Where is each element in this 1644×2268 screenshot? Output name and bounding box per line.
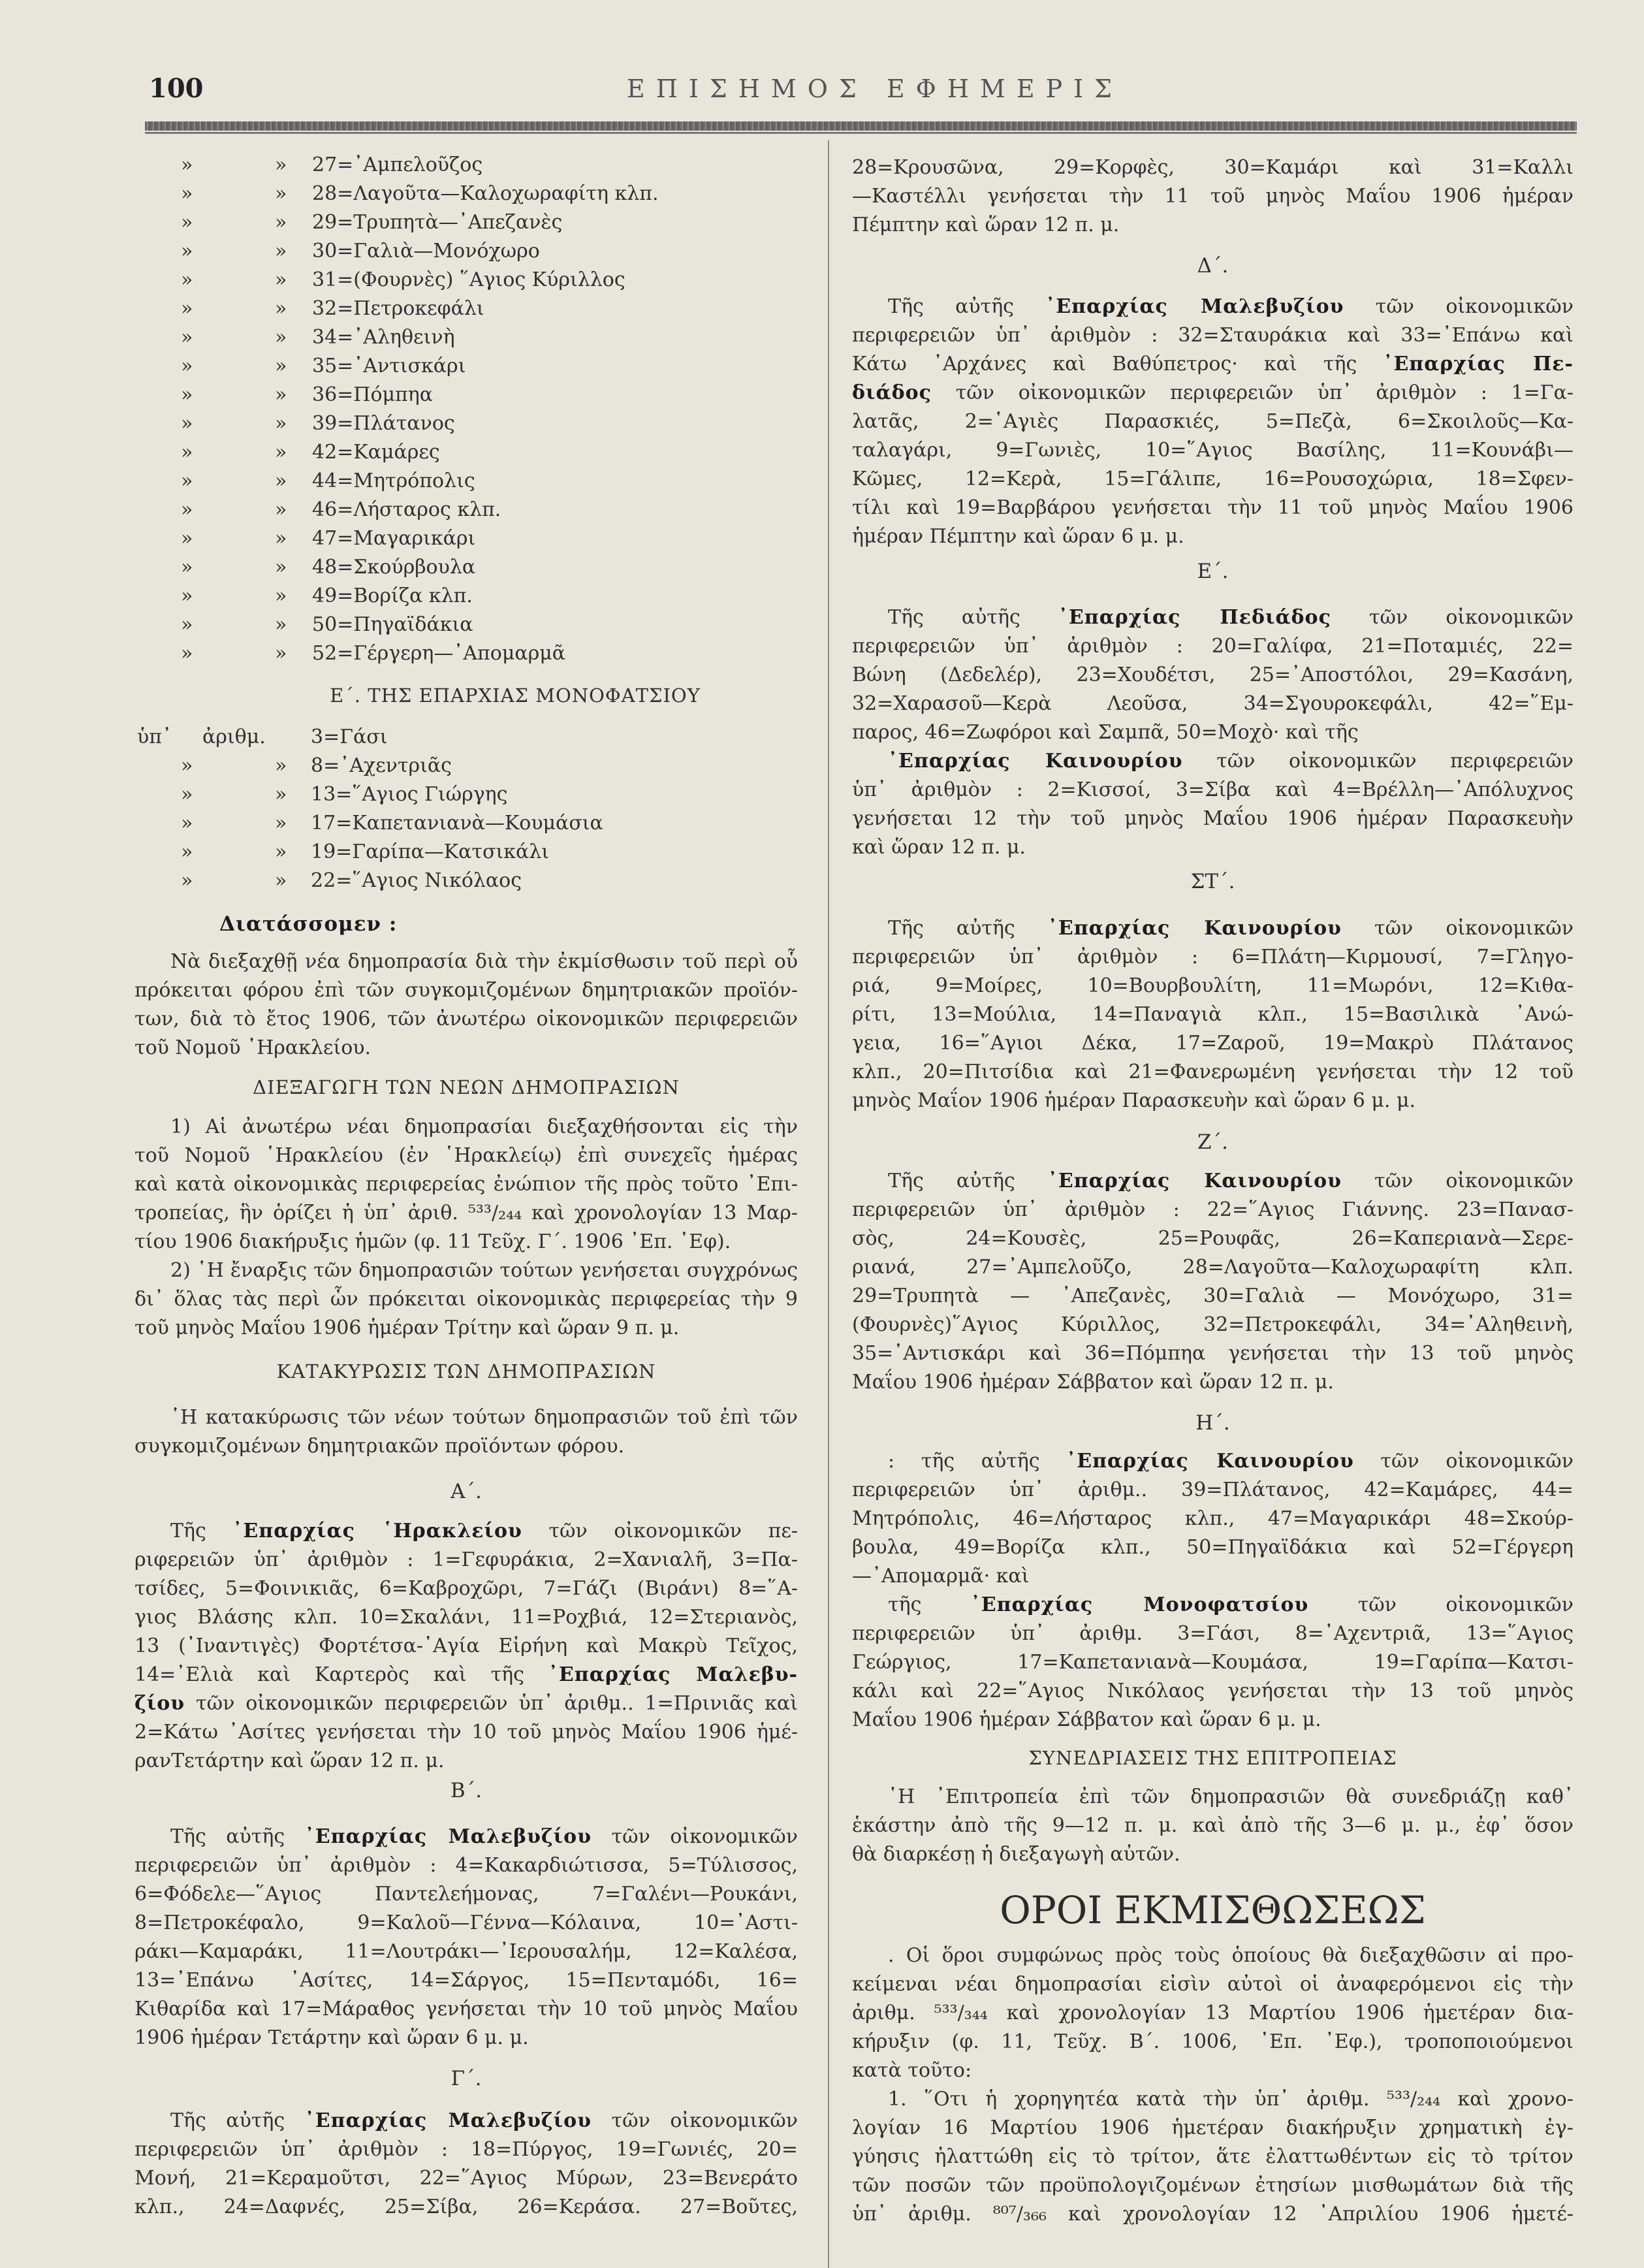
text-line: γεια, 16=῞Αγιοι Δέκα, 17=Ζαροῦ, 19=Μακρὺ Πλάτανος	[852, 1032, 1573, 1055]
text-line: ῾Η κατακύρωσις τῶν νέων τούτων δημοπρασιῶν τοῦ ἐπὶ τῶν	[170, 1406, 798, 1429]
ditto-mark: »	[275, 470, 287, 492]
text-line: γιος Βλάσης κλπ. 10=Σκαλάνι, 11=Ροχβιά, 12=Στεριανὸς,	[134, 1606, 798, 1629]
list-item	[134, 467, 798, 496]
text-line: βουλα, 49=Βορίζα κλπ., 50=Πηγαϊδάκια καὶ 52=Γέργερη	[852, 1536, 1573, 1559]
list-item	[134, 780, 798, 809]
text-line	[852, 603, 1573, 632]
text-segment: Τῆς	[170, 1520, 233, 1542]
district-entry: 35=᾽Αντισκάρι	[312, 355, 466, 377]
text-line: ταλαγάρι, 9=Γωνιὲς, 10=῞Αγιος Βασίλης, 11=Κουνάβι—	[852, 439, 1573, 462]
bold-province-name: ᾽Επαρχίας Καινουρίου	[1047, 1170, 1342, 1192]
ditto-mark: »	[181, 584, 193, 607]
district-entry: 47=Μαγαρικάρι	[312, 527, 476, 550]
text-line: τοῦ Νομοῦ ῾Ηρακλείου (ἐν ῾Ηρακλείῳ) ἐπὶ συνεχεῖς ἡμέρας	[134, 1144, 798, 1167]
list-item	[134, 438, 798, 467]
ditto-mark: »	[275, 383, 287, 406]
text-segment: τῶν οἰκονομικῶν	[1341, 1170, 1573, 1192]
para-block	[134, 948, 798, 1062]
ditto-mark: »	[181, 240, 193, 263]
district-entry: 30=Γαλιὰ—Μονόχωρο	[312, 240, 540, 263]
ditto-mark: »	[275, 783, 287, 806]
section-heading: Ε΄. ΤΗΣ ΕΠΑΡΧΙΑΣ ΜΟΝΟΦΑΤΣΙΟΥ	[330, 684, 701, 707]
text-line	[852, 1167, 1573, 1196]
text-segment: τῶν οἰκονομικῶν	[1353, 1450, 1573, 1473]
list-item	[134, 524, 798, 553]
text-segment: τῶν οἰκονομικῶν πε-	[522, 1520, 798, 1542]
list-item	[134, 752, 798, 780]
ditto-mark: »	[275, 182, 287, 205]
text-line	[852, 747, 1573, 776]
text-line: 28=Κρουσῶνα, 29=Κορφὲς, 30=Καμάρι καὶ 31=Καλλι	[852, 156, 1573, 179]
list-item	[134, 295, 798, 323]
para-block	[852, 153, 1573, 240]
district-entry: 29=Τρυπητὰ—᾽Απεζανὲς	[312, 211, 563, 234]
text-line: συγκομιζομένων δημητριακῶν προϊόντων φόρου.	[134, 1435, 625, 1458]
list-item	[134, 611, 798, 639]
subheading: Διατάσσομεν :	[219, 912, 398, 936]
text-line: Μονή, 21=Κεραμοῦτσι, 22=῞Αγιος Μύρων, 23=Βενεράτο	[134, 2167, 798, 2190]
bold-province-name: ᾽Επαρχίας Καινουρίου	[1047, 917, 1342, 940]
header-rule-thin	[145, 132, 1577, 134]
district-entry: 42=Καμάρες	[312, 441, 440, 464]
text-line: ὑπ᾽ ἀριθμ. ⁸⁰⁷/₃₆₆ καὶ χρονολογίαν 12 ᾽Απριλίου 1906 ἡμετέ-	[852, 2203, 1573, 2226]
district-entry: 32=Πετροκεφάλι	[312, 297, 484, 320]
bold-province-name: ᾽Επαρχίας Μαλεβυ-	[548, 1663, 798, 1686]
ditto-mark: »	[181, 840, 193, 863]
text-segment: τῶν οἰκονομικῶν	[592, 1825, 798, 1848]
district-entry: 44=Μητρόπολις	[312, 470, 475, 492]
text-line: κατὰ τοῦτο:	[852, 2059, 972, 2082]
text-line	[852, 293, 1573, 321]
text-line: 1. ῞Οτι ἡ χορηγητέα κατὰ τὴν ὑπ᾽ ἀριθμ. ⁵³³/₂₄₄ καὶ χρονο-	[888, 2088, 1573, 2111]
district-entry: 28=Λαγοῦτα—Καλοχωραφίτη κλπ.	[312, 182, 659, 205]
ditto-mark: »	[275, 613, 287, 636]
text-line: δι᾽ ὅλας τὰς περὶ ὧν πρόκειται οἰκονομικὰς περιφερείας τὴν 9	[134, 1288, 798, 1311]
page-number: 100	[149, 73, 204, 104]
ditto-mark: »	[275, 326, 287, 349]
text-line: καὶ κατὰ οἰκονομικὰς περιφερείας ἐνώπιον τῆς πρὸς τοῦτο ᾽Επι-	[134, 1173, 798, 1196]
text-line: ἀριθμ. ⁵³³/₃₄₄ καὶ χρονολογίαν 13 Μαρτίου 1906 ἡμετέραν δια-	[852, 2002, 1573, 2024]
text-line: 8=Πετροκέφαλο, 9=Καλοῦ—Γέννα—Κόλαινα, 10=᾽Αστι-	[134, 1911, 798, 1934]
para-block	[852, 747, 1573, 862]
ditto-mark: »	[275, 812, 287, 835]
bold-province-name: ᾽Επαρχίας Καινουρίου	[888, 750, 1183, 773]
para-block	[852, 1783, 1573, 1869]
text-segment: Τῆς αὐτῆς	[170, 2109, 305, 2132]
ditto-mark: »	[181, 812, 193, 835]
para-block	[852, 2085, 1573, 2229]
section-letter: Α΄.	[451, 1480, 482, 1503]
text-line: —᾽Απομαρμᾶ· καὶ	[852, 1565, 1030, 1588]
para-block	[134, 1113, 798, 1256]
text-line	[852, 1447, 1573, 1476]
bold-province-name: ᾽Επαρχίας Πε-	[1383, 353, 1573, 375]
text-line: Νὰ διεξαχθῇ νέα δημοπρασία διὰ τὴν ἐκμίσθωσιν τοῦ περὶ οὗ	[170, 950, 798, 973]
ditto-mark: »	[275, 556, 287, 579]
district-entry: 49=Βορίζα κλπ.	[312, 584, 473, 607]
text-line: περιφερειῶν ὑπ᾽ ἀριθμὸν : 4=Κακαρδιώτισσα, 5=Τύλισσος,	[134, 1854, 798, 1877]
ditto-mark: »	[181, 153, 193, 176]
text-line	[134, 2107, 798, 2135]
section-heading: ΣΥΝΕΔΡΙΑΣΕΙΣ ΤΗΣ ΕΠΙΤΡΟΠΕΙΑΣ	[1028, 1747, 1397, 1769]
text-line: περιφερειῶν ὑπ᾽ ἀριθμ. 3=Γάσι, 8=᾽Αχεντριᾶ, 13=῞Αγιος	[852, 1622, 1573, 1645]
text-line: περιφερειῶν ὑπ᾽ ἀριθμὸν : 32=Σταυράκια καὶ 33=᾽Επάνω καὶ	[852, 324, 1573, 347]
text-line: 1906 ἡμέραν Τετάρτην καὶ ὥραν 6 μ. μ.	[134, 2026, 529, 2049]
para-block	[852, 1167, 1573, 1397]
text-segment: τῶν οἰκονομικῶν περιφερειῶν ὑπ᾽ ἀριθμ.. 1=Πρινιᾶς καὶ	[185, 1692, 798, 1715]
list-item	[134, 553, 798, 582]
section-letter: Ζ΄.	[1197, 1130, 1228, 1154]
text-segment: Τῆς αὐτῆς	[888, 1170, 1048, 1192]
district-entry: 52=Γέργερη—᾽Απομαρμᾶ	[312, 642, 565, 665]
list-item	[134, 151, 798, 180]
bold-province-name: ᾽Επαρχίας Πεδιάδος	[1058, 606, 1331, 629]
text-line: σὸς, 24=Κουσὲς, 25=Ρουφᾶς, 26=Καπεριανὰ—Σερε-	[852, 1227, 1573, 1250]
text-line: μηνὸς Μαΐον 1906 ἡμέραν Παρασκευὴν καὶ ὥραν 6 μ. μ.	[852, 1089, 1415, 1112]
text-line: τίου 1906 διακήρυξις ἡμῶν (φ. 11 Τεῦχ. Γ΄. 1906 ᾽Επ. ᾽Εφ).	[134, 1230, 731, 1253]
ditto-mark: »	[181, 297, 193, 320]
text-line	[134, 1823, 798, 1851]
ditto-mark: »	[181, 783, 193, 806]
text-line: καὶ ὥραν 12 π. μ.	[852, 836, 1026, 859]
district-entry: 22=῞Αγιος Νικόλαος	[311, 869, 522, 892]
text-line: ριά, 9=Μοίρες, 10=Βουρβουλίτη, 11=Μωρόνι, 12=Κιθα-	[852, 974, 1573, 997]
ditto-mark: »	[275, 869, 287, 892]
text-segment: τῶν οἰκονομικῶν περιφερειῶν ὑπ᾽ ἀριθμὸν : 1=Γα-	[931, 381, 1573, 404]
section-heading: ΟΡΟΙ ΕΚΜΙΣΘΩΣΕΩΣ	[1000, 1888, 1426, 1932]
ditto-mark: »	[275, 642, 287, 665]
ditto-mark: »	[181, 498, 193, 521]
ditto-mark: »	[181, 383, 193, 406]
text-line: 2) ῾Η ἔναρξις τῶν δημοπρασιῶν τούτων γενήσεται συγχρόνως	[170, 1259, 798, 1282]
text-line: (Φουρνὲς)῞Αγιος Κύριλλος, 32=Πετροκεφάλι, 34=᾽Αληθεινὴ,	[852, 1313, 1573, 1336]
ditto-mark: »	[181, 441, 193, 464]
bold-province-name: ᾽Επαρχίας Μαλεβυζίου	[1045, 295, 1344, 318]
text-line: 6=Φόδελε—῞Αγιος Παντελεήμονας, 7=Γαλένι—Ρουκάνι,	[134, 1883, 798, 1906]
text-line: τροπείας, ἣν ὁρίζει ἡ ὑπ᾽ ἀριθ. ⁵³³/₂₄₄ καὶ χρονολογίαν 13 Μαρ-	[134, 1202, 798, 1224]
ditto-mark: »	[275, 441, 287, 464]
text-segment: τῶν οἰκονομικῶν	[1308, 1593, 1573, 1616]
list-item	[134, 639, 798, 668]
text-line: Κιθαρίδα καὶ 17=Μάραθος γενήσεται τὴν 10 τοῦ μηνὸς Μαΐου	[134, 1998, 798, 2020]
text-segment: Κάτω ᾽Αρχάνες καὶ Βαθύπετρος· καὶ τῆς	[852, 353, 1383, 375]
text-line: 35=᾽Αντισκάρι καὶ 36=Πόμπηα γενήσεται τὴν 13 τοῦ μηνὸς	[852, 1342, 1573, 1365]
text-line: 29=Τρυπητὰ — ᾽Απεζανὲς, 30=Γαλιὰ — Μονόχωρο, 31=	[852, 1285, 1573, 1307]
ditto-mark: »	[181, 642, 193, 665]
text-line: 13=᾽Επάνω ᾽Ασίτες, 14=Σάργος, 15=Πενταμόδι, 16=	[134, 1969, 798, 1992]
list-item	[134, 582, 798, 611]
section-letter: Β΄.	[450, 1779, 482, 1802]
list-item	[134, 381, 798, 409]
district-entry: 36=Πόμπηα	[312, 383, 433, 406]
list-item	[134, 723, 798, 752]
section-letter: Ε΄.	[1197, 560, 1229, 583]
bold-province-name: ᾽Επαρχίας ῾Ηρακλείου	[232, 1520, 522, 1542]
text-line: περιφερειῶν ὑπ᾽ ἀριθμ.. 39=Πλάτανος, 42=Καμάρες, 44=	[852, 1478, 1573, 1501]
ditto-mark: »	[275, 153, 287, 176]
text-line: Πέμπτην καὶ ὥραν 12 π. μ.	[852, 214, 1120, 236]
text-line: τοῦ μηνὸς Μαΐου 1906 ἡμέραν Τρίτην καὶ ὥραν 9 π. μ.	[134, 1317, 680, 1339]
ditto-mark: »	[275, 355, 287, 377]
list-item	[134, 409, 798, 438]
text-line: κάλι καὶ 22=῞Αγιος Νικόλαος γενήσεται τὴν 13 τοῦ μηνὸς	[852, 1680, 1573, 1702]
text-segment: τῶν οἰκονομικῶν	[592, 2109, 798, 2132]
text-segment: τῶν οἰκονομικῶν	[1341, 917, 1573, 940]
ditto-mark: »	[181, 412, 193, 435]
text-segment: τῆς	[888, 1593, 971, 1616]
text-line: ρίτι, 13=Μούλια, 14=Παναγιὰ κλπ., 15=Βασιλικὰ ᾽Ανώ-	[852, 1003, 1573, 1026]
district-entry: 8=᾽Αχεντριᾶς	[311, 754, 452, 777]
district-entry: 39=Πλάτανος	[312, 412, 455, 435]
text-line: Μαΐου 1906 ἡμέραν Σάββατον καὶ ὥραν 12 π. μ.	[852, 1371, 1334, 1394]
ditto-mark: »	[181, 326, 193, 349]
ditto-mark: »	[275, 268, 287, 291]
text-line: των, διὰ τὸ ἔτος 1906, τῶν ἀνωτέρω οἰκονομικῶν περιφερειῶν	[134, 1008, 798, 1030]
text-line: πρόκειται φόρου ἐπὶ τῶν συγκομιζομένων δημητριακῶν προϊόν-	[134, 979, 798, 1002]
para-block	[134, 2107, 798, 2222]
district-entry: 27=᾽Αμπελοῦζος	[312, 153, 483, 176]
ditto-mark: »	[181, 556, 193, 579]
section-heading: ΔΙΕΞΑΓΩΓΗ ΤΩΝ ΝΕΩΝ ΔΗΜΟΠΡΑΣΙΩΝ	[253, 1076, 680, 1098]
list-item	[134, 237, 798, 266]
list-item	[134, 266, 798, 295]
district-entry: 13=῞Αγιος Γιώργης	[311, 783, 508, 806]
list-item	[134, 208, 798, 237]
text-line: Βώνη (Δεδελέρ), 23=Χουδέτσι, 25=᾽Αποστόλοι, 29=Κασάνη,	[852, 663, 1573, 686]
text-line: τσίδες, 5=Φοινικιᾶς, 6=Καβροχῶρι, 7=Γάζι (Βιράνι) 8=῞Α-	[134, 1577, 798, 1600]
text-line: γενήσεται 12 τὴν τοῦ μηνὸς Μαΐου 1906 ἡμέραν Παρασκευὴν	[852, 807, 1573, 830]
ditto-mark: »	[275, 240, 287, 263]
text-line: παρος, 46=Ζωφόροι καὶ Σαμπᾶ, 50=Μοχὸ· καὶ τῆς	[852, 721, 1359, 744]
ditto-mark: ἀριθμ.	[202, 726, 266, 748]
section-letter: Δ΄.	[1197, 254, 1229, 278]
list-item	[134, 496, 798, 524]
ditto-mark: »	[181, 470, 193, 492]
ditto-mark: »	[275, 412, 287, 435]
text-line: γύησις ἠλαττώθη εἰς τὸ τρίτον, ἅτε ἐλαττωθέντων εἰς τὸ τρίτον	[852, 2145, 1573, 2168]
list-item	[134, 352, 798, 381]
running-title: ΕΠΙΣΗΜΟΣ ΕΦΗΜΕΡΙΣ	[627, 74, 1124, 103]
district-entry: 17=Καπετανιανὰ—Κουμάσια	[311, 812, 603, 835]
text-line: κλπ., 20=Πιτσίδια καὶ 21=Φανερωμένη γενήσεται τὴν 12 τοῦ	[852, 1061, 1573, 1083]
text-line: περιφερειῶν ὑπ᾽ ἀριθμὸν : 18=Πύργος, 19=Γωνιές, 20=	[134, 2138, 798, 2161]
text-line	[852, 350, 1573, 379]
text-line: θὰ διαρκέσῃ ἡ διεξαγωγὴ αὐτῶν.	[852, 1843, 1180, 1866]
para-block	[134, 1823, 798, 2052]
district-entry: 48=Σκούρβουλα	[312, 556, 476, 579]
district-entry: 50=Πηγαϊδάκια	[312, 613, 473, 636]
text-segment: : τῆς αὐτῆς	[888, 1450, 1067, 1473]
para-block	[852, 1941, 1573, 2085]
ditto-mark: »	[275, 211, 287, 234]
text-line: ἡμέραν Πέμπτην καὶ ὥραν 6 μ. μ.	[852, 525, 1184, 548]
district-entry: 31=(Φουρνὲς) ῞Αγιος Κύριλλος	[312, 268, 625, 291]
ditto-mark: »	[181, 182, 193, 205]
text-line: ῾Η ᾽Επιτροπεία ἐπὶ τῶν δημοπρασιῶν θὰ συνεδριάζῃ καθ᾽	[888, 1785, 1573, 1808]
text-line: ριανά, 27=᾽Αμπελοῦζο, 28=Λαγοῦτα—Καλοχωραφίτη κλπ.	[852, 1256, 1573, 1279]
text-segment: Τῆς αὐτῆς	[888, 606, 1058, 629]
section-letter: Γ΄.	[451, 2067, 482, 2090]
text-segment: Τῆς αὐτῆς	[170, 1825, 305, 1848]
list2-block	[134, 723, 798, 895]
text-segment: Τῆς αὐτῆς	[888, 917, 1048, 940]
text-line: Μητρόπολις, 46=Λήσταρος κλπ., 47=Μαγαρικάρι 48=Σκούρ-	[852, 1507, 1573, 1530]
text-line: τίλι καὶ 19=Βαρβάρου γενήσεται τὴν 11 τοῦ μηνὸς Μαΐου 1906	[852, 496, 1573, 519]
para-block	[134, 1403, 798, 1461]
ditto-mark: »	[181, 268, 193, 291]
ditto-mark: »	[181, 527, 193, 550]
ditto-mark: »	[181, 355, 193, 377]
text-line: —Καστέλλι γενήσεται τὴν 11 τοῦ μηνὸς Μαΐου 1906 ἡμέραν	[852, 185, 1573, 208]
header-rule	[145, 121, 1577, 131]
section-heading: ΚΑΤΑΚΥΡΩΣΙΣ ΤΩΝ ΔΗΜΟΠΡΑΣΙΩΝ	[276, 1360, 656, 1382]
list-item	[134, 867, 798, 895]
district-entry: 34=᾽Αληθεινὴ	[312, 326, 455, 349]
para-block	[852, 1591, 1573, 1734]
bold-province-name: διάδος	[852, 381, 932, 404]
text-line	[134, 1517, 798, 1546]
ditto-mark: »	[275, 584, 287, 607]
para-block	[852, 914, 1573, 1115]
text-line: λογίαν 16 Μαρτίου 1906 ἡμετέραν διακήρυξιν χρηματικὴ ἐγ-	[852, 2116, 1573, 2139]
text-line	[852, 379, 1573, 407]
column-divider	[828, 140, 829, 2268]
text-line: περιφερειῶν ὑπ᾽ ἀριθμὸν : 22=῞Αγιος Γιάννης. 23=Πανασ-	[852, 1198, 1573, 1221]
text-segment: τῶν οἰκονομικῶν περιφερειῶν	[1182, 750, 1573, 773]
text-line: ρανΤετάρτην καὶ ὥραν 12 π. μ.	[134, 1749, 445, 1772]
text-line	[852, 1591, 1573, 1620]
text-line: περιφερειῶν ὑπ᾽ ἀριθμὸν : 6=Πλάτη—Κιρμουσί, 7=Γληγο-	[852, 946, 1573, 968]
ditto-mark: »	[275, 498, 287, 521]
right-column	[852, 153, 1573, 2229]
text-line: 1) Αἱ ἀνωτέρω νέαι δημοπρασίαι διεξαχθήσονται εἰς τὴν	[170, 1115, 798, 1138]
district-entry: 19=Γαρίπα—Κατσικάλι	[311, 840, 550, 863]
text-line: τοῦ Νομοῦ ῾Ηρακλείου.	[134, 1036, 371, 1059]
para-block	[134, 1256, 798, 1343]
text-segment: Τῆς αὐτῆς	[888, 295, 1046, 318]
ditto-mark: »	[275, 754, 287, 777]
para-block	[852, 1447, 1573, 1591]
text-line: 13 (᾽Ιναντιγὲς) Φορτέτσα-᾽Αγία Εἰρήνη καὶ Μακρὺ Τεῖχος,	[134, 1635, 798, 1657]
list-block	[134, 151, 798, 668]
text-line: ἑκάστην ἀπὸ τῆς 9—12 π. μ. καὶ ἀπὸ τῆς 3—6 μ. μ., ἐφ᾽ ὅσον	[852, 1814, 1573, 1837]
text-segment: 14=᾽Ελιὰ καὶ Καρτερὸς καὶ τῆς	[134, 1663, 548, 1686]
list-item	[134, 809, 798, 838]
section-letter: Η΄.	[1195, 1411, 1230, 1435]
ditto-mark: »	[275, 527, 287, 550]
text-line: λατᾶς, 2=῾Αγιὲς Παρασκιές, 5=Πεζὰ, 6=Σκοιλοῦς—Κα-	[852, 410, 1573, 433]
left-column	[134, 151, 798, 2222]
text-line: κείμεναι νέαι δημοπρασίαι εἰσὶν αὐτοὶ οἱ ἀναφερόμενοι εἰς τὴν	[852, 1973, 1573, 1996]
text-line: κλπ., 24=Δαφνές, 25=Σίβα, 26=Κεράσα. 27=Βοῦτες,	[134, 2196, 798, 2218]
ditto-mark: »	[181, 869, 193, 892]
bold-province-name: ζίου	[134, 1692, 185, 1715]
bold-province-name: ᾽Επαρχίας Μαλεβυζίου	[304, 2109, 592, 2132]
text-line: Γεώργιος, 17=Καπετανιανὰ—Κουμάσα, 19=Γαρίπα—Κατσι-	[852, 1651, 1573, 1674]
bold-province-name: ᾽Επαρχίας Μονοφατσίου	[970, 1593, 1309, 1616]
text-segment: τῶν οἰκονομικῶν	[1344, 295, 1573, 318]
text-line: ράκι—Καμαράκι, 11=Λουτράκι—᾽Ιερουσαλήμ, 12=Καλέσα,	[134, 1940, 798, 1963]
text-line: 32=Χαρασοῦ—Κερὰ Λεοῦσα, 34=Σγουροκεφάλι, 42=῞Εμ-	[852, 692, 1573, 715]
text-line	[134, 1661, 798, 1689]
text-segment: τῶν οἰκονομικῶν	[1331, 606, 1573, 629]
text-line: ὑπ᾽ ἀριθμὸν : 2=Κισσοί, 3=Σίβα καὶ 4=Βρέλλη—᾽Απόλυχνος	[852, 778, 1573, 801]
text-line: . Οἱ ὅροι συμφώνως πρὸς τοὺς ὁποίους θὰ διεξαχθῶσιν αἱ προ-	[888, 1944, 1573, 1967]
text-line: Κῶμες, 12=Κερὰ, 15=Γάλιπε, 16=Ρουσοχώρια, 18=Σφεν-	[852, 468, 1573, 490]
text-line: Μαΐου 1906 ἡμέραν Σάββατον καὶ ὥραν 6 μ. μ.	[852, 1708, 1321, 1731]
ditto-mark: »	[181, 211, 193, 234]
text-line	[134, 1689, 798, 1718]
text-line: ριφερειῶν ὑπ᾽ ἀριθμὸν : 1=Γεφυράκια, 2=Χανιαλῆ, 3=Πα-	[134, 1548, 798, 1571]
text-line	[852, 914, 1573, 943]
section-letter: ΣΤ΄.	[1190, 870, 1235, 893]
ditto-mark: »	[181, 613, 193, 636]
para-block	[852, 293, 1573, 551]
ditto-mark: »	[181, 754, 193, 777]
text-line: κήρυξιν (φ. 11, Τεῦχ. Β΄. 1006, ᾽Επ. ᾽Εφ.), τροποποιούμενοι	[852, 2030, 1573, 2053]
list-item	[134, 180, 798, 208]
ditto-mark: »	[275, 840, 287, 863]
bold-province-name: ᾽Επαρχίας Μαλεβυζίου	[304, 1825, 592, 1848]
ditto-mark: ὑπ᾽	[137, 726, 172, 748]
district-entry: 3=Γάσι	[311, 726, 388, 748]
text-line: τῶν ποσῶν τῶν προϋπολογιζομένων ἐτησίων μισθωμάτων διὰ τῆς	[852, 2174, 1573, 2197]
para-block	[852, 603, 1573, 747]
para-block	[134, 1517, 798, 1776]
district-entry: 46=Λήσταρος κλπ.	[312, 498, 501, 521]
list-item	[134, 838, 798, 867]
list-item	[134, 323, 798, 352]
text-line: 2=Κάτω ᾽Ασίτες γενήσεται τὴν 10 τοῦ μηνὸς Μαΐου 1906 ἡμέ-	[134, 1721, 798, 1744]
text-line: περιφερειῶν ὑπ᾽ ἀριθμὸν : 20=Γαλίφα, 21=Ποταμιές, 22=	[852, 635, 1573, 658]
bold-province-name: ᾽Επαρχίας Καινουρίου	[1066, 1450, 1354, 1473]
ditto-mark: »	[275, 297, 287, 320]
